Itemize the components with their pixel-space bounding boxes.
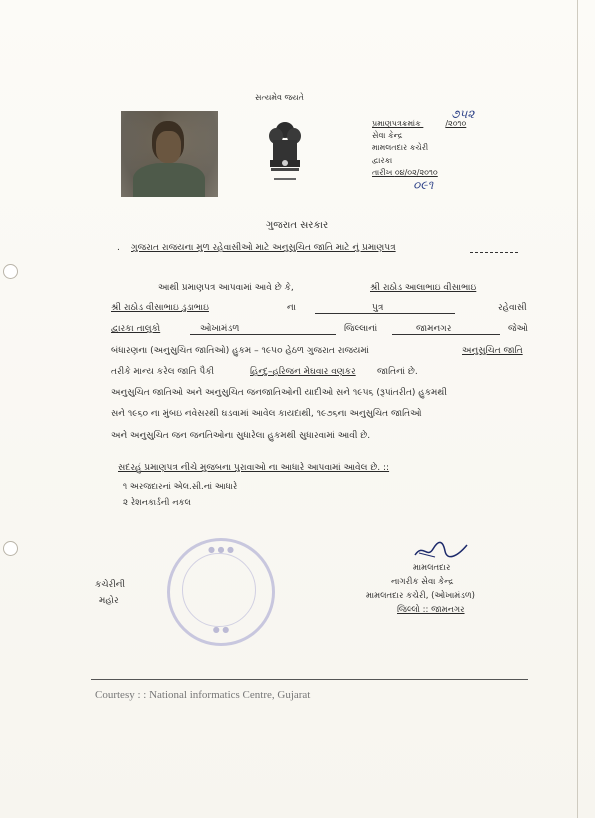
issue-date: તારીખ ૦૪/૦૨/૨૦૧૦ — [372, 168, 438, 177]
caste-name: હિન્દુ–હરિજન મેઘવાર વણકર — [250, 367, 356, 377]
signatory-title: મામલતદાર — [413, 563, 451, 573]
certificate-subject: ગુજરાત રાજયના મુળ રહેવાસીઓ માટે અનુસુચિત જાતિ માટે નું પ્રમાણપત્ર — [131, 243, 396, 253]
dot-mark: . — [117, 243, 120, 253]
caste-category: અનુસુચિત જાતિ — [462, 346, 523, 356]
place: દ્વારકા — [372, 156, 393, 165]
seal-label: કચેરીની — [95, 580, 126, 590]
body-text: જેઓ — [508, 324, 528, 334]
body-text: ના — [287, 303, 296, 313]
department: મામલતદાર કચેરી — [372, 143, 429, 152]
taluka-value: ઓખામંડળ — [200, 324, 240, 334]
body-text: સને ૧૯૬૦ ના મુંબઇ નવેસરથી ઘડવામાં આવેલ કાયદાથી, ૧૯૭૬ના અનુસુચિત જાતિઓ — [111, 409, 422, 419]
handwritten-annotation: ૦૯૧ — [413, 178, 434, 192]
motto: સત્યમેવ જયતે — [255, 93, 304, 102]
body-text: જિલ્લાનાં — [344, 324, 378, 334]
body-text: રહેવાસી — [498, 303, 527, 313]
body-text: જાતિનાં છે. — [377, 367, 418, 377]
taluka: દ્વારકા તાલુકો — [111, 324, 161, 334]
handwritten-number: ૭૫૨ — [451, 107, 475, 121]
applicant-photo — [121, 111, 218, 197]
signature-icon — [413, 539, 469, 561]
footer-credit: Courtesy : : National informatics Centre, Gujarat — [95, 689, 311, 701]
subject-underline — [470, 252, 518, 253]
office-name: સેવા કેન્દ્ર — [372, 131, 403, 140]
proof-item: ૨ રેશનકાર્ડની નકલ — [123, 498, 191, 508]
page-edge — [577, 0, 578, 818]
punch-hole — [3, 264, 18, 279]
certificate-number: પ્રમાણપત્રક્રમાંક /૨૦૧૦ — [372, 119, 467, 128]
body-intro: આથી પ્રમાણપત્ર આપવામાં આવે છે કે, — [158, 283, 294, 293]
office-seal-stamp: ● ● ● ● ● — [167, 538, 275, 646]
government-title: ગુજરાત સરકાર — [266, 220, 329, 231]
signatory-department: મામલતદાર કચેરી, (ઓખામંડળ) — [366, 591, 475, 601]
body-text: બંધારણના (અનુસુચિત જાતિઓ) હુકમ – ૧૯૫૦ હેઠળ ગુજરાત રાજયમાં — [111, 346, 369, 356]
holder-name: શ્રી રાઠોડ આલાભાઇ વીસાભાઇ — [370, 283, 477, 293]
body-text: તરીકે માન્ય કરેલ જાતિ પૈકી — [111, 367, 215, 377]
district-value: જામનગર — [416, 324, 452, 334]
body-text: અનુસુચિત જાતિઓ અને અનુસુચિત જનજાતિઓની યાદીઓ સને ૧૯૫૬ (રૂપાંતરીત) હુકમથી — [111, 388, 447, 398]
punch-hole — [3, 541, 18, 556]
footer-divider — [91, 679, 528, 680]
proofs-heading: સદરહું પ્રમાણપત્ર નીચે મુજબના પુરાવાઓ ના આધારે આપવામાં આવેલ છે. :: — [118, 463, 390, 473]
seal-label: મહોર — [99, 596, 119, 606]
father-name: શ્રી રાઠોડ વીસાભાઇ ડુડાભાઇ — [111, 303, 209, 313]
national-emblem-icon — [266, 120, 304, 186]
signatory-office: નાગરીક સેવા કેન્દ્ર — [391, 577, 454, 587]
relation: પુત્ર — [372, 303, 384, 313]
relation-field — [315, 313, 455, 314]
body-text: અને અનુસુચિત જન જનતિઓના સુધારેલા હુકમથી સુધારવામાં આવી છે. — [111, 431, 371, 441]
signatory-district: જિલ્લો :: જામનગર — [397, 605, 465, 615]
proof-item: ૧ અરજદારનાં એલ.સી.નાં આધારે — [123, 482, 238, 492]
